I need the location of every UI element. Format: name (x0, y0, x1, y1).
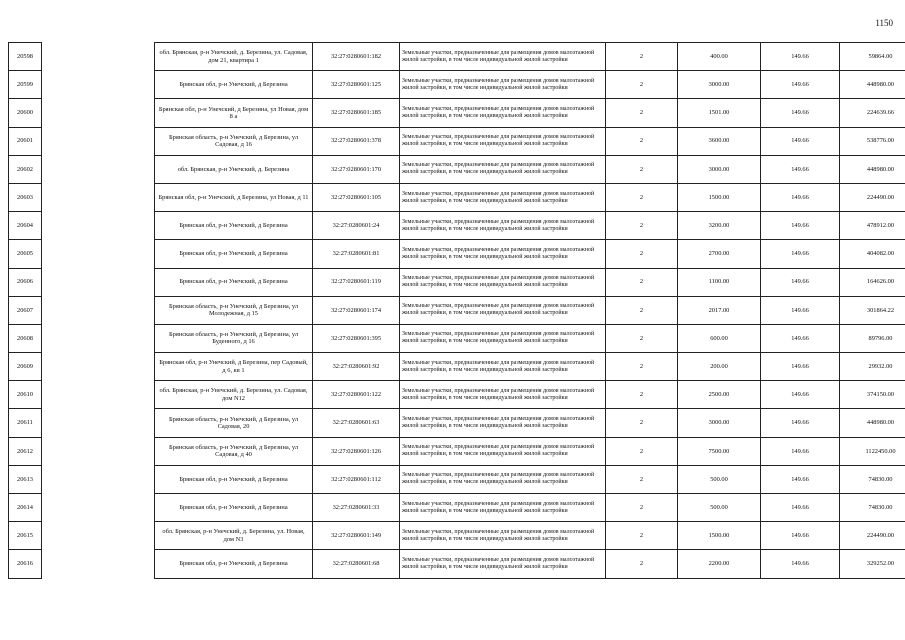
cadastral-number-cell: 32:27:0280601:174 (313, 296, 400, 324)
row-number: 20602 (9, 155, 42, 183)
blank-column (42, 522, 155, 550)
table-row (9, 550, 905, 578)
cadastral-value-cell: 59864.00 (840, 43, 905, 71)
cadastral-number-cell: 32:27:0280601:68 (313, 550, 400, 578)
address-cell: обл. Брянская, р-н Унечский, д. Березина, ул. Садовая, дом 21, квартира 1 (155, 43, 313, 71)
row-number: 20606 (9, 268, 42, 296)
cadastral-value-cell: 404082.00 (840, 240, 905, 268)
cadastral-value-cell: 164626.00 (840, 268, 905, 296)
row-number: 20605 (9, 240, 42, 268)
address-cell: Брянская обл, р-н Унечский, д Березина, пер Садовый, д 6, кв 1 (155, 353, 313, 381)
address-cell: Брянская обл, р-н Унечский, д Березина (155, 212, 313, 240)
area-cell: 500.00 (678, 465, 761, 493)
row-number: 20604 (9, 212, 42, 240)
cadastral-value-cell: 224490.00 (840, 522, 905, 550)
specific-value-cell: 149.66 (761, 212, 840, 240)
area-cell: 1501.00 (678, 99, 761, 127)
row-number: 20609 (9, 353, 42, 381)
table-row (9, 183, 905, 211)
specific-value-cell: 149.66 (761, 381, 840, 409)
blank-column (42, 437, 155, 465)
group-cell: 2 (606, 240, 678, 268)
group-cell: 2 (606, 268, 678, 296)
table-row (9, 437, 905, 465)
row-number: 20607 (9, 296, 42, 324)
address-cell: Брянская обл, р-н Унечский, д Березина (155, 240, 313, 268)
blank-column (42, 155, 155, 183)
group-cell: 2 (606, 353, 678, 381)
cadastral-value-cell: 448980.00 (840, 71, 905, 99)
area-cell: 2700.00 (678, 240, 761, 268)
address-cell: Брянская обл, р-н Унечский, д Березина, ул Новая, дом 8 а (155, 99, 313, 127)
cadastral-number-cell: 32:27:0280601:185 (313, 99, 400, 127)
table-row (9, 296, 905, 324)
group-cell: 2 (606, 183, 678, 211)
area-cell: 600.00 (678, 324, 761, 352)
blank-column (42, 381, 155, 409)
blank-column (42, 296, 155, 324)
group-cell: 2 (606, 409, 678, 437)
cadastral-number-cell: 32:27:0280601:170 (313, 155, 400, 183)
cadastral-number-cell: 32:27:0280601:149 (313, 522, 400, 550)
row-number: 20610 (9, 381, 42, 409)
cadastral-number-cell: 32:27:0280601:92 (313, 353, 400, 381)
cadastral-number-cell: 32:27:0280601:119 (313, 268, 400, 296)
land-use-cell: Земельные участки, предназначенные для размещения домов малоэтажной жилой застройки, в том числе индивидуальной жилой застройки (400, 494, 606, 522)
cadastral-number-cell: 32:27:0280601:24 (313, 212, 400, 240)
row-number: 20603 (9, 183, 42, 211)
blank-column (42, 409, 155, 437)
table-row (9, 494, 905, 522)
table-row (9, 353, 905, 381)
blank-column (42, 550, 155, 578)
land-use-cell: Земельные участки, предназначенные для размещения домов малоэтажной жилой застройки, в том числе индивидуальной жилой застройки (400, 550, 606, 578)
address-cell: обл. Брянская, р-н Унечский, д. Березина, ул. Садовая, дом N12 (155, 381, 313, 409)
table-row (9, 268, 905, 296)
cadastral-number-cell: 32:27:0280601:122 (313, 381, 400, 409)
table-row (9, 240, 905, 268)
address-cell: Брянская обл, р-н Унечский, д Березина, ул Новая, д 11 (155, 183, 313, 211)
land-use-cell: Земельные участки, предназначенные для размещения домов малоэтажной жилой застройки, в том числе индивидуальной жилой застройки (400, 71, 606, 99)
land-use-cell: Земельные участки, предназначенные для размещения домов малоэтажной жилой застройки, в том числе индивидуальной жилой застройки (400, 240, 606, 268)
specific-value-cell: 149.66 (761, 465, 840, 493)
table-row (9, 43, 905, 71)
table-row (9, 71, 905, 99)
group-cell: 2 (606, 127, 678, 155)
blank-column (42, 353, 155, 381)
land-use-cell: Земельные участки, предназначенные для размещения домов малоэтажной жилой застройки, в том числе индивидуальной жилой застройки (400, 409, 606, 437)
blank-column (42, 240, 155, 268)
area-cell: 2500.00 (678, 381, 761, 409)
area-cell: 7500.00 (678, 437, 761, 465)
area-cell: 3600.00 (678, 127, 761, 155)
table-row (9, 212, 905, 240)
address-cell: Брянская обл, р-н Унечский, д Березина (155, 465, 313, 493)
specific-value-cell: 149.66 (761, 324, 840, 352)
row-number: 20614 (9, 494, 42, 522)
row-number: 20616 (9, 550, 42, 578)
cadastral-number-cell: 32:27:0280601:81 (313, 240, 400, 268)
address-cell: Брянская область, р-н Унечский, д Березина, ул Буденного, д 16 (155, 324, 313, 352)
address-cell: Брянская область, р-н Унечский, д Березина, ул Молодежная, д 15 (155, 296, 313, 324)
row-number: 20600 (9, 99, 42, 127)
cadastral-number-cell: 32:27:0280601:112 (313, 465, 400, 493)
group-cell: 2 (606, 296, 678, 324)
address-cell: Брянская обл, р-н Унечский, д Березина (155, 71, 313, 99)
specific-value-cell: 149.66 (761, 409, 840, 437)
land-use-cell: Земельные участки, предназначенные для размещения домов малоэтажной жилой застройки, в том числе индивидуальной жилой застройки (400, 324, 606, 352)
group-cell: 2 (606, 99, 678, 127)
table-row (9, 127, 905, 155)
table-body (9, 43, 905, 579)
cadastral-number-cell: 32:27:0280601:126 (313, 437, 400, 465)
cadastral-value-cell: 374150.00 (840, 381, 905, 409)
land-use-cell: Земельные участки, предназначенные для размещения домов малоэтажной жилой застройки, в том числе индивидуальной жилой застройки (400, 522, 606, 550)
table-row (9, 522, 905, 550)
cadastral-value-table (8, 42, 905, 579)
specific-value-cell: 149.66 (761, 183, 840, 211)
land-use-cell: Земельные участки, предназначенные для размещения домов малоэтажной жилой застройки, в том числе индивидуальной жилой застройки (400, 437, 606, 465)
land-use-cell: Земельные участки, предназначенные для размещения домов малоэтажной жилой застройки, в том числе индивидуальной жилой застройки (400, 268, 606, 296)
address-cell: Брянская обл, р-н Унечский, д Березина (155, 268, 313, 296)
blank-column (42, 324, 155, 352)
cadastral-value-cell: 538776.00 (840, 127, 905, 155)
group-cell: 2 (606, 437, 678, 465)
group-cell: 2 (606, 43, 678, 71)
address-cell: обл. Брянская, р-н Унечский, д. Березина (155, 155, 313, 183)
cadastral-value-cell: 224490.00 (840, 183, 905, 211)
land-use-cell: Земельные участки, предназначенные для размещения домов малоэтажной жилой застройки, в том числе индивидуальной жилой застройки (400, 212, 606, 240)
cadastral-value-cell: 74830.00 (840, 494, 905, 522)
specific-value-cell: 149.66 (761, 43, 840, 71)
land-use-cell: Земельные участки, предназначенные для размещения домов малоэтажной жилой застройки, в том числе индивидуальной жилой застройки (400, 127, 606, 155)
row-number: 20598 (9, 43, 42, 71)
group-cell: 2 (606, 155, 678, 183)
group-cell: 2 (606, 71, 678, 99)
blank-column (42, 465, 155, 493)
area-cell: 1500.00 (678, 522, 761, 550)
cadastral-value-cell: 448980.00 (840, 155, 905, 183)
blank-column (42, 127, 155, 155)
specific-value-cell: 149.66 (761, 99, 840, 127)
land-use-cell: Земельные участки, предназначенные для размещения домов малоэтажной жилой застройки, в том числе индивидуальной жилой застройки (400, 183, 606, 211)
row-number: 20601 (9, 127, 42, 155)
area-cell: 400.00 (678, 43, 761, 71)
land-use-cell: Земельные участки, предназначенные для размещения домов малоэтажной жилой застройки, в том числе индивидуальной жилой застройки (400, 465, 606, 493)
cadastral-value-cell: 89796.00 (840, 324, 905, 352)
cadastral-number-cell: 32:27:0280601:378 (313, 127, 400, 155)
cadastral-value-cell: 301864.22 (840, 296, 905, 324)
blank-column (42, 71, 155, 99)
specific-value-cell: 149.66 (761, 550, 840, 578)
row-number: 20615 (9, 522, 42, 550)
cadastral-number-cell: 32:27:0280601:182 (313, 43, 400, 71)
group-cell: 2 (606, 381, 678, 409)
blank-column (42, 268, 155, 296)
specific-value-cell: 149.66 (761, 71, 840, 99)
row-number: 20613 (9, 465, 42, 493)
row-number: 20608 (9, 324, 42, 352)
land-use-cell: Земельные участки, предназначенные для размещения домов малоэтажной жилой застройки, в том числе индивидуальной жилой застройки (400, 43, 606, 71)
area-cell: 1500.00 (678, 183, 761, 211)
land-use-cell: Земельные участки, предназначенные для размещения домов малоэтажной жилой застройки, в том числе индивидуальной жилой застройки (400, 99, 606, 127)
specific-value-cell: 149.66 (761, 127, 840, 155)
area-cell: 2200.00 (678, 550, 761, 578)
cadastral-value-cell: 224639.66 (840, 99, 905, 127)
area-cell: 1100.00 (678, 268, 761, 296)
table-row (9, 381, 905, 409)
area-cell: 3000.00 (678, 155, 761, 183)
address-cell: Брянская обл, р-н Унечский, д Березина (155, 550, 313, 578)
cadastral-number-cell: 32:27:0280601:33 (313, 494, 400, 522)
address-cell: Брянская область, р-н Унечский, д Березина, ул Садовая, 20 (155, 409, 313, 437)
table-row (9, 155, 905, 183)
specific-value-cell: 149.66 (761, 268, 840, 296)
land-use-cell: Земельные участки, предназначенные для размещения домов малоэтажной жилой застройки, в том числе индивидуальной жилой застройки (400, 296, 606, 324)
specific-value-cell: 149.66 (761, 494, 840, 522)
land-use-cell: Земельные участки, предназначенные для размещения домов малоэтажной жилой застройки, в том числе индивидуальной жилой застройки (400, 381, 606, 409)
area-cell: 2017.00 (678, 296, 761, 324)
area-cell: 200.00 (678, 353, 761, 381)
table-row (9, 99, 905, 127)
cadastral-number-cell: 32:27:0280601:395 (313, 324, 400, 352)
land-use-cell: Земельные участки, предназначенные для размещения домов малоэтажной жилой застройки, в том числе индивидуальной жилой застройки (400, 155, 606, 183)
row-number: 20599 (9, 71, 42, 99)
area-cell: 3000.00 (678, 71, 761, 99)
group-cell: 2 (606, 324, 678, 352)
area-cell: 500.00 (678, 494, 761, 522)
specific-value-cell: 149.66 (761, 296, 840, 324)
blank-column (42, 212, 155, 240)
cadastral-value-cell: 478912.00 (840, 212, 905, 240)
area-cell: 3200.00 (678, 212, 761, 240)
cadastral-value-cell: 448980.00 (840, 409, 905, 437)
specific-value-cell: 149.66 (761, 240, 840, 268)
address-cell: Брянская область, р-н Унечский, д Березина, ул Садовая, д 40 (155, 437, 313, 465)
specific-value-cell: 149.66 (761, 353, 840, 381)
address-cell: Брянская область, р-н Унечский, д Березина, ул Садовая, д 16 (155, 127, 313, 155)
blank-column (42, 494, 155, 522)
group-cell: 2 (606, 494, 678, 522)
area-cell: 3000.00 (678, 409, 761, 437)
group-cell: 2 (606, 465, 678, 493)
group-cell: 2 (606, 212, 678, 240)
cadastral-value-cell: 329252.00 (840, 550, 905, 578)
group-cell: 2 (606, 550, 678, 578)
blank-column (42, 99, 155, 127)
table-row (9, 409, 905, 437)
land-use-cell: Земельные участки, предназначенные для размещения домов малоэтажной жилой застройки, в том числе индивидуальной жилой застройки (400, 353, 606, 381)
cadastral-value-cell: 1122450.00 (840, 437, 905, 465)
blank-column (42, 43, 155, 71)
table-row (9, 324, 905, 352)
cadastral-value-cell: 74830.00 (840, 465, 905, 493)
address-cell: обл. Брянская, р-н Унечский, д. Березина, ул. Новая, дом N3 (155, 522, 313, 550)
specific-value-cell: 149.66 (761, 437, 840, 465)
row-number: 20611 (9, 409, 42, 437)
blank-column (42, 183, 155, 211)
specific-value-cell: 149.66 (761, 155, 840, 183)
cadastral-number-cell: 32:27:0280601:105 (313, 183, 400, 211)
cadastral-value-cell: 29932.00 (840, 353, 905, 381)
cadastral-number-cell: 32:27:0280601:63 (313, 409, 400, 437)
page-number: 1150 (875, 18, 893, 28)
cadastral-number-cell: 32:27:0280601:125 (313, 71, 400, 99)
specific-value-cell: 149.66 (761, 522, 840, 550)
group-cell: 2 (606, 522, 678, 550)
address-cell: Брянская обл, р-н Унечский, д Березина (155, 494, 313, 522)
table-row (9, 465, 905, 493)
row-number: 20612 (9, 437, 42, 465)
